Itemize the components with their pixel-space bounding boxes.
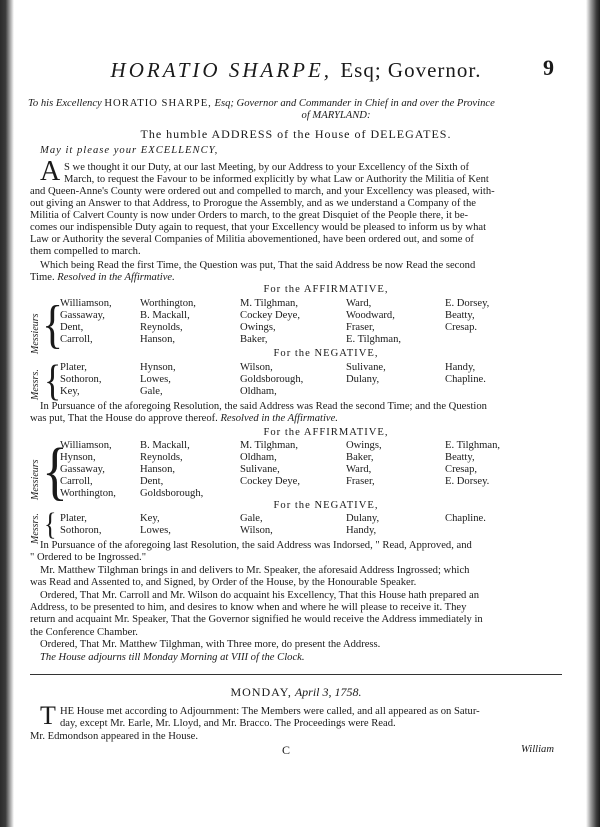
name-cell: Chapline. xyxy=(445,513,486,524)
monday-dropcap: T xyxy=(40,701,56,730)
name-cell: B. Mackall, xyxy=(140,310,190,321)
name-cell: Oldham, xyxy=(240,452,277,463)
address-to-office: Esq; Governor and Commander in Chief in and over the Province xyxy=(214,98,495,109)
monday-date: April 3, 1758. xyxy=(294,685,362,699)
table-row xyxy=(30,488,562,500)
pursuance1-text: was put, That the House do approve thereof. xyxy=(30,413,218,424)
address-body xyxy=(30,156,562,258)
page-number: 9 xyxy=(543,55,554,80)
name-cell: Ward, xyxy=(346,298,372,309)
name-cell: Beatty, xyxy=(445,310,475,321)
monday-line-text: HE House met according to Adjournment: The Members were called, and all appeared as on Satur- xyxy=(60,706,480,717)
pursuance1-line2 xyxy=(30,413,562,425)
table-row xyxy=(30,298,562,310)
address-title: The humble ADDRESS of the House of DELEGATES. xyxy=(140,127,452,141)
table-row xyxy=(30,386,562,398)
name-cell: Worthington, xyxy=(60,488,116,499)
pursuance1-resolved: Resolved in the Affirmative. xyxy=(220,413,338,424)
closing-line: In Pursuance of the aforegoing last Resolution, the said Address was Indorsed, " Read, Approved, and xyxy=(40,540,472,551)
running-title-name: HORATIO SHARPE, xyxy=(110,58,333,82)
closing-line: the Conference Chamber. xyxy=(30,626,138,638)
vote2-aff-label: Messieurs xyxy=(30,459,41,500)
body-line xyxy=(30,174,562,186)
name-cell: Hanson, xyxy=(140,334,176,345)
body-line-text: comes our indispensible Duty again to request, that your Excellency would be pleased to inform us by what xyxy=(30,222,487,233)
name-cell: Fraser, xyxy=(346,476,375,487)
name-cell: Lowes, xyxy=(140,525,171,536)
name-cell: Plater, xyxy=(60,513,87,524)
body-line xyxy=(30,186,562,198)
closing-block xyxy=(30,540,562,664)
closing-line: Ordered, That Mr. Matthew Tilghman, with Three more, do present the Address. xyxy=(40,639,381,651)
brace-icon: { xyxy=(42,435,68,507)
name-cell: Beatty, xyxy=(445,452,475,463)
name-cell: Hanson, xyxy=(140,464,176,475)
name-cell: Sulivane, xyxy=(240,464,280,475)
read-first-time: Time. xyxy=(30,272,55,283)
section-rule xyxy=(30,674,562,675)
name-cell: Key, xyxy=(60,386,80,397)
name-cell: Gale, xyxy=(240,513,263,524)
body-line xyxy=(30,210,562,222)
brace-icon: { xyxy=(44,356,62,404)
closing-line: Ordered, That Mr. Carroll and Mr. Wilson do acquaint his Excellency, That this House hath prepared an xyxy=(40,589,480,601)
vote1-aff-label: Messieurs xyxy=(30,313,41,354)
name-cell: E. Dorsey, xyxy=(445,298,490,309)
address-to-prefix: To his Excellency xyxy=(28,98,102,109)
vote1-neg-heading: For the NEGATIVE, xyxy=(273,348,379,359)
name-cell: E. Tilghman, xyxy=(346,334,402,345)
table-row xyxy=(30,362,562,374)
vote2-aff-heading: For the AFFIRMATIVE, xyxy=(263,427,389,438)
name-cell: Cresap. xyxy=(445,322,478,333)
monday-line-text: Mr. Edmondson appeared in the House. xyxy=(30,730,198,742)
vote2-neg-label: Messrs. xyxy=(30,513,41,544)
running-title xyxy=(30,55,562,82)
table-row xyxy=(30,322,562,334)
page-edge-shadow xyxy=(586,0,600,827)
closing-line: Address, to be presented to him, and desires to know when and where he will please to receive it. They xyxy=(30,601,467,613)
name-cell: B. Mackall, xyxy=(140,440,190,451)
address-to-line2: of MARYLAND: xyxy=(301,110,371,121)
table-row xyxy=(30,310,562,322)
monday-heading xyxy=(30,686,562,698)
name-cell: E. Dorsey. xyxy=(445,476,490,487)
body-line xyxy=(30,234,562,246)
salutation: May it please your EXCELLENCY, xyxy=(40,145,219,156)
closing-line: was Read and Assented to, and Signed, by Order of the House, by the Honourable Speaker. xyxy=(30,577,417,589)
monday-line xyxy=(30,731,562,743)
name-cell: Dulany, xyxy=(346,374,380,385)
name-cell: Reynolds, xyxy=(140,322,183,333)
name-cell: Hynson, xyxy=(140,362,176,373)
table-row xyxy=(30,334,562,346)
name-cell: M. Tilghman, xyxy=(240,298,298,309)
signature-mark: C xyxy=(282,743,291,757)
read-first-2 xyxy=(30,272,562,284)
body-line-text: Law or Authority the several Companies of Militia abovementioned, have been ordered out, and some of xyxy=(30,234,474,245)
table-row xyxy=(30,513,562,525)
closing-line: " Ordered to be Ingrossed." xyxy=(30,552,147,564)
name-cell: Williamson, xyxy=(60,440,112,451)
running-header xyxy=(30,55,562,94)
name-cell: Dent, xyxy=(60,322,84,333)
name-cell: Woodward, xyxy=(346,310,395,321)
name-cell: Goldsborough, xyxy=(240,374,304,385)
name-cell: Worthington, xyxy=(140,298,196,309)
body-line-text: S we thought it our Duty, at our last Meeting, by our Address to your Excellency of the Sixth of xyxy=(64,162,470,173)
name-cell: Chapline. xyxy=(445,374,486,385)
body-line-text: and Queen-Anne's County were ordered out and compelled to march, and your Excellency was pleased, with- xyxy=(30,186,495,197)
closing-line: return and acquaint Mr. Speaker, That the Governor signified he would receive the Address immediately in xyxy=(30,614,483,626)
name-cell: Williamson, xyxy=(60,298,112,309)
name-cell: Owings, xyxy=(240,322,276,333)
name-cell: Plater, xyxy=(60,362,87,373)
name-cell: Dulany, xyxy=(346,513,380,524)
read-first: Which being Read the first Time, the Question was put, That the said Address be now Read the second xyxy=(40,260,476,271)
brace-icon: { xyxy=(42,295,64,354)
name-cell: Baker, xyxy=(240,334,268,345)
running-title-rest: Esq; Governor. xyxy=(340,58,482,82)
table-row xyxy=(30,464,562,476)
name-cell: Fraser, xyxy=(346,322,375,333)
name-cell: Gassaway, xyxy=(60,310,105,321)
monday-line xyxy=(30,718,562,730)
brace-icon: { xyxy=(44,507,57,542)
name-cell: Carroll, xyxy=(60,476,93,487)
name-cell: Wilson, xyxy=(240,525,273,536)
name-cell: Cockey Deye, xyxy=(240,476,301,487)
name-cell: Baker, xyxy=(346,452,374,463)
table-row xyxy=(30,452,562,464)
body-line-text: March, to request the Favour to be informed explicitly by what Law or Authority the Militia of Kent xyxy=(64,174,489,185)
address-to-name: HORATIO SHARPE, xyxy=(104,98,212,109)
name-cell: Goldsborough, xyxy=(140,488,204,499)
name-cell: Ward, xyxy=(346,464,372,475)
name-cell: Gassaway, xyxy=(60,464,105,475)
body-line-text: Militia of Calvert County is now under Orders to march, to the great Disquiet of the People there, it be- xyxy=(30,210,469,221)
name-cell: Gale, xyxy=(140,386,163,397)
name-cell: Sulivane, xyxy=(346,362,386,373)
name-cell: Sothoron, xyxy=(60,525,102,536)
body-line-text: out giving an Answer to that Address, to Prorogue the Assembly, and as we understand a Company of the xyxy=(30,198,476,209)
adjournment-line: The House adjourns till Monday Morning at VIII of the Clock. xyxy=(40,651,305,663)
name-cell: Cresap, xyxy=(445,464,478,475)
name-cell: Cockey Deye, xyxy=(240,310,301,321)
monday-line-text: day, except Mr. Earle, Mr. Lloyd, and Mr. Bracco. The Proceedings were Read. xyxy=(60,718,396,730)
address-to-line1 xyxy=(28,98,560,110)
name-cell: Lowes, xyxy=(140,374,171,385)
catchword: William xyxy=(521,744,554,755)
name-cell: Hynson, xyxy=(60,452,96,463)
body-line xyxy=(30,222,562,234)
name-cell: Dent, xyxy=(140,476,164,487)
monday-day: MONDAY, xyxy=(230,685,292,699)
closing-line: Mr. Matthew Tilghman brings in and delivers to Mr. Speaker, the aforesaid Address Ingrossed; which xyxy=(40,564,470,576)
name-cell: Owings, xyxy=(346,440,382,451)
name-cell: Sothoron, xyxy=(60,374,102,385)
table-row xyxy=(30,476,562,488)
vote1-neg-label: Messrs. xyxy=(30,369,41,400)
name-cell: Oldham, xyxy=(240,386,277,397)
name-cell: Handy, xyxy=(445,362,476,373)
vote1-aff-heading: For the AFFIRMATIVE, xyxy=(263,284,389,295)
body-line xyxy=(30,198,562,210)
name-cell: Carroll, xyxy=(60,334,93,345)
table-row xyxy=(30,440,562,452)
name-cell: Handy, xyxy=(346,525,377,536)
name-cell: Reynolds, xyxy=(140,452,183,463)
pursuance1-line1: In Pursuance of the aforegoing Resolution, the said Address was Read the second Time; and the Question xyxy=(40,401,487,412)
resolved-affirmative: Resolved in the Affirmative. xyxy=(57,272,175,283)
body-line-text: them compelled to march. xyxy=(30,246,141,257)
table-row xyxy=(30,525,562,537)
dropcap: A xyxy=(40,156,61,187)
name-cell: Key, xyxy=(140,513,160,524)
name-cell: E. Tilghman, xyxy=(445,440,501,451)
monday-body xyxy=(30,701,562,743)
name-cell: Wilson, xyxy=(240,362,273,373)
body-line xyxy=(30,246,562,258)
vote2-neg-heading: For the NEGATIVE, xyxy=(273,500,379,511)
name-cell: M. Tilghman, xyxy=(240,440,298,451)
book-spine-shadow xyxy=(0,0,14,827)
table-row xyxy=(30,374,562,386)
